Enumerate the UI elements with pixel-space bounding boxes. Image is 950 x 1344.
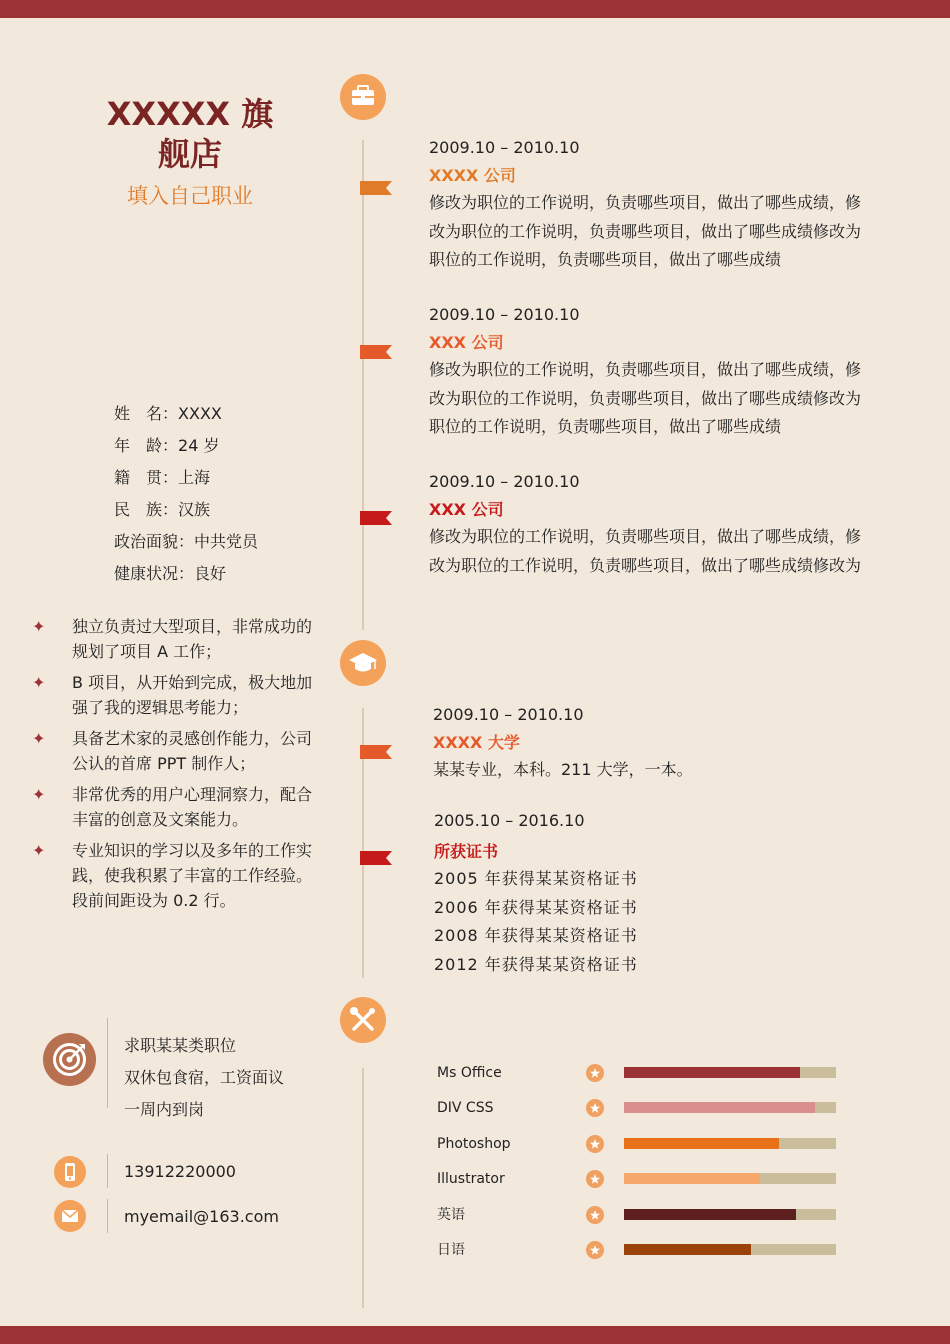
email-icon xyxy=(54,1200,86,1232)
list-item: ✦ 专业知识的学习以及多年的工作实践，使我积累了丰富的工作经验。段前间距设为 0.2 行。 xyxy=(30,838,320,913)
skill-row xyxy=(437,1134,857,1154)
resume-name: XXXXX 旗舰店 xyxy=(106,95,274,173)
skill-name: Ms Office xyxy=(437,1065,502,1081)
sparkle-icon: ✦ xyxy=(32,841,46,860)
certificates-date: 2005.10 – 2016.10 xyxy=(434,811,585,830)
star-icon xyxy=(586,1206,604,1224)
skill-level-bar xyxy=(624,1067,800,1078)
info-row: 民 族：汉族 xyxy=(114,500,211,519)
list-item: ✦ B 项目，从开始到完成，极大地加强了我的逻辑思考能力； xyxy=(30,670,320,720)
skill-name: Photoshop xyxy=(437,1135,511,1152)
personal-info xyxy=(114,402,258,594)
work-entry xyxy=(429,471,889,580)
work-date: 2009.10 – 2010.10 xyxy=(429,138,580,157)
divider xyxy=(107,1018,108,1108)
list-item: ✦ 独立负责过大型项目，非常成功的规划了项目 A 工作； xyxy=(30,614,320,664)
intention-line: 双休包食宿，工资面议 xyxy=(124,1068,285,1087)
skill-track xyxy=(624,1173,836,1184)
education-description: 某某专业，本科。211 大学，一本。 xyxy=(433,760,693,779)
skill-track xyxy=(624,1244,836,1255)
company-name: XXX 公司 xyxy=(429,500,504,519)
timeline-flag-icon xyxy=(360,511,392,525)
education-entry xyxy=(433,704,893,785)
skill-track xyxy=(624,1067,836,1078)
timeline-flag-icon xyxy=(360,181,392,195)
skill-row xyxy=(437,1240,857,1260)
tools-icon xyxy=(340,997,386,1043)
divider xyxy=(107,1154,108,1188)
skill-name: 日语 xyxy=(437,1242,465,1258)
phone-icon xyxy=(54,1156,86,1188)
job-intention xyxy=(124,1030,284,1126)
work-description: 修改为职位的工作说明，负责哪些项目，做出了哪些成绩，修 改为职位的工作说明，负责哪些项目，做出了哪些成绩修改为 xyxy=(429,527,862,575)
skill-track xyxy=(624,1209,836,1220)
timeline-flag-icon xyxy=(360,745,392,759)
list-item: ✦ 非常优秀的用户心理洞察力，配合丰富的创意及文案能力。 xyxy=(30,782,320,832)
sparkle-icon: ✦ xyxy=(32,785,46,804)
timeline-line xyxy=(362,140,364,630)
divider xyxy=(107,1199,108,1233)
skill-name: DIV CSS xyxy=(437,1100,494,1117)
company-name: XXXX 公司 xyxy=(429,166,516,185)
timeline-line xyxy=(362,1068,364,1308)
intention-line: 一周内到岗 xyxy=(124,1100,205,1119)
school-name: XXXX 大学 xyxy=(433,733,520,752)
list-item: 2005 年获得某某资格证书 xyxy=(434,869,638,888)
skill-level-bar xyxy=(624,1173,760,1184)
work-entry xyxy=(429,304,889,442)
skill-row xyxy=(437,1205,857,1225)
email-address: myemail@163.com xyxy=(124,1207,279,1226)
skill-row xyxy=(437,1169,857,1189)
sparkle-icon: ✦ xyxy=(32,617,46,636)
certificates-title: 所获证书 xyxy=(434,842,499,861)
target-icon xyxy=(43,1033,96,1086)
graduation-cap-icon xyxy=(340,640,386,686)
skill-level-bar xyxy=(624,1138,779,1149)
phone-number: 13912220000 xyxy=(124,1162,236,1181)
skill-level-bar xyxy=(624,1244,751,1255)
work-date: 2009.10 – 2010.10 xyxy=(429,472,580,491)
company-name: XXX 公司 xyxy=(429,333,504,352)
list-item: 2006 年获得某某资格证书 xyxy=(434,897,638,917)
work-date: 2009.10 – 2010.10 xyxy=(429,305,580,324)
skill-name: 英语 xyxy=(437,1206,465,1223)
star-icon xyxy=(586,1241,604,1259)
info-row: 籍 贯：上海 xyxy=(114,468,211,487)
timeline-flag-icon xyxy=(360,345,392,359)
star-icon xyxy=(586,1064,604,1082)
star-icon xyxy=(586,1099,604,1117)
info-row: 健康状况：良好 xyxy=(114,564,227,583)
info-row: 姓 名：XXXX xyxy=(114,404,222,423)
bottom-bar xyxy=(0,1326,950,1344)
briefcase-icon xyxy=(340,74,386,120)
education-date: 2009.10 – 2010.10 xyxy=(433,705,584,724)
skill-name: Illustrator xyxy=(437,1171,505,1188)
star-icon xyxy=(586,1135,604,1153)
work-description: 修改为职位的工作说明，负责哪些项目，做出了哪些成绩，修 改为职位的工作说明，负责哪些项目，做出了哪些成绩修改为 职位的工作说明，负责哪些项目，做出了哪些成绩 xyxy=(429,360,862,436)
skill-level-bar xyxy=(624,1209,796,1220)
work-entry xyxy=(429,137,889,275)
sparkle-icon: ✦ xyxy=(32,673,46,692)
list-item: ✦ 具备艺术家的灵感创作能力，公司公认的首席 PPT 制作人； xyxy=(30,726,320,776)
work-description: 修改为职位的工作说明，负责哪些项目，做出了哪些成绩，修 改为职位的工作说明，负责哪些项目，做出了哪些成绩修改为 职位的工作说明，负责哪些项目，做出了哪些成绩 xyxy=(429,193,862,269)
list-item: 2008 年获得某某资格证书 xyxy=(434,926,638,945)
skill-track xyxy=(624,1102,836,1113)
intention-line: 求职某某类职位 xyxy=(124,1036,237,1055)
info-row: 年 龄：24 岁 xyxy=(114,436,220,455)
job-title: 填入自己职业 xyxy=(127,184,253,208)
list-item: 2012 年获得某某资格证书 xyxy=(434,954,638,974)
star-icon xyxy=(586,1170,604,1188)
certificates-list xyxy=(434,865,894,979)
certificates-entry xyxy=(434,810,894,979)
strengths-list xyxy=(30,614,320,919)
skill-track xyxy=(624,1138,836,1149)
skill-level-bar xyxy=(624,1102,815,1113)
info-row: 政治面貌：中共党员 xyxy=(114,532,259,551)
skill-row xyxy=(437,1063,857,1083)
sparkle-icon: ✦ xyxy=(32,729,46,748)
timeline-flag-icon xyxy=(360,851,392,865)
skill-row xyxy=(437,1098,857,1118)
top-bar xyxy=(0,0,950,18)
